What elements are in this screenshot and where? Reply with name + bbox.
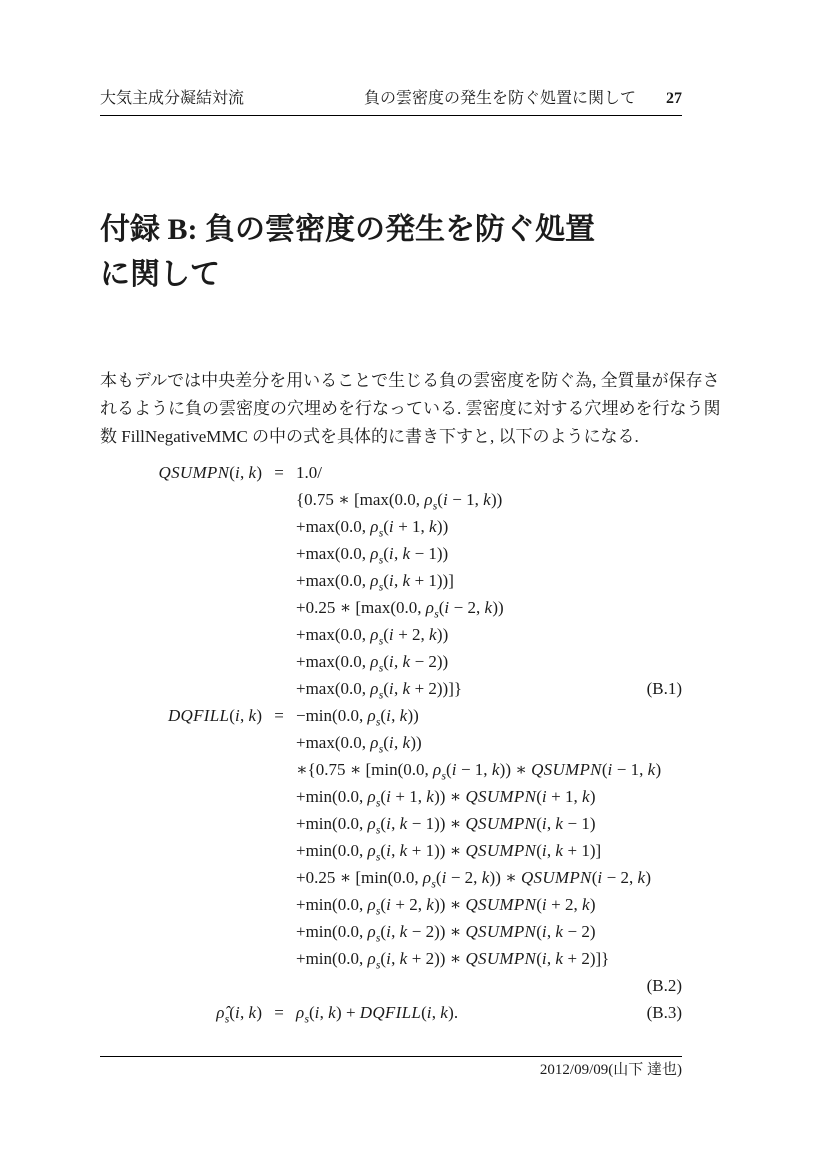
equation-relation: [262, 756, 296, 783]
equation-row: [100, 567, 682, 594]
equation-relation: =: [274, 1003, 284, 1022]
equation-row: [100, 594, 682, 621]
equation-relation: [262, 621, 296, 648]
header-right-group: [364, 85, 682, 108]
equation-lhs: [100, 945, 262, 972]
equation-rhs: +max(0.0, $\rho_s(i$, k − 2)): [296, 652, 449, 675]
equation-rhs: +max(0.0, $\rho_s(i + 2$, k)): [296, 625, 449, 648]
running-header: [100, 85, 682, 116]
equation-relation: =: [274, 463, 284, 482]
equation-relation: [262, 540, 296, 567]
equation-rhs: +max(0.0, $\rho_s(i + 1$, k)): [296, 517, 449, 540]
equation-rhs: 1.0/: [296, 463, 322, 482]
equation-rhs: +min(0.0, $\rho_s(i + 2$, k)) ∗ QSUMPN(i + 2, k): [296, 895, 596, 918]
equation-relation: [262, 891, 296, 918]
equation-rhs: +0.25 ∗ [min(0.0, $\rho_s(i - 2$, k)) ∗ QSUMPN(i − 2, k): [296, 868, 652, 891]
equation-rhs: +min(0.0, $\rho_s(i$, k − 2)) ∗ QSUMPN(i, k − 2): [296, 922, 596, 945]
equation-row: [100, 810, 682, 837]
body-paragraph-line: 本もデルでは中央差分を用いることで生じる負の雲密度を防ぐ為, 全質量が保存さ: [100, 371, 720, 390]
equation-rhs: +min(0.0, $\rho_s(i + 1$, k)) ∗ QSUMPN(i + 1, k): [296, 787, 596, 810]
equation-row: [100, 621, 682, 648]
equation-rhs: $\rho_s(i$, k) + DQFILL(i, k).: [296, 1003, 459, 1026]
equation-row: [100, 756, 682, 783]
equation-block: [100, 459, 682, 1026]
equation-row: [100, 999, 682, 1026]
equation-lhs: [100, 675, 262, 702]
equation-relation: [262, 486, 296, 513]
equation-lhs: [100, 567, 262, 594]
equation-label: (B.2): [646, 976, 682, 995]
equation-relation: [262, 513, 296, 540]
header-section-title: 負の雲密度の発生を防ぐ処置に関して: [363, 90, 636, 107]
equation-rhs: +min(0.0, $\rho_s(i$, k − 1)) ∗ QSUMPN(i, k − 1): [296, 814, 596, 837]
equation-lhs: [100, 540, 262, 567]
equation-row: [100, 729, 682, 756]
equation-rhs: +min(0.0, $\rho_s(i$, k + 1)) ∗ QSUMPN(i, k + 1)]: [296, 841, 602, 864]
equation-lhs: [100, 648, 262, 675]
equation-lhs: [100, 972, 262, 999]
body-paragraph-line: 数 FillNegativeMMC の中の式を具体的に書き下すと, 以下のようになる.: [100, 427, 639, 446]
equation-row: [100, 540, 682, 567]
equation-relation: [262, 729, 296, 756]
equation-row: [100, 783, 682, 810]
equation-rhs: +min(0.0, $\rho_s(i$, k + 2)) ∗ QSUMPN(i, k + 2)]}: [296, 949, 610, 972]
equation-row: [100, 864, 682, 891]
body-paragraph: [100, 367, 721, 451]
footer-rule: [100, 1056, 682, 1057]
equation-lhs: [100, 837, 262, 864]
equation-row: [100, 891, 682, 918]
equation-label: (B.1): [646, 679, 682, 698]
equation-lhs: $\rhô_s(i$, k): [216, 1003, 262, 1026]
equation-row: [100, 648, 682, 675]
equation-lhs: [100, 621, 262, 648]
body-paragraph-line: れるように負の雲密度の穴埋めを行なっている. 雲密度に対する穴埋めを行なう関: [100, 399, 721, 418]
equation-lhs: [100, 513, 262, 540]
appendix-title-line: 付録 B: 負の雲密度の発生を防ぐ処置: [100, 213, 595, 246]
equation-lhs: [100, 756, 262, 783]
equation-relation: [262, 675, 296, 702]
equation-label: (B.3): [646, 1003, 682, 1022]
equation-row: [100, 837, 682, 864]
equation-rhs: +max(0.0, $\rho_s(i$, k)): [296, 733, 422, 756]
equation-lhs: [100, 729, 262, 756]
equation-rhs: +max(0.0, $\rho_s(i$, k + 2))]}: [296, 679, 463, 702]
equation-lhs: QSUMPN(i, k): [158, 463, 262, 482]
equation-relation: [262, 594, 296, 621]
equation-relation: [262, 567, 296, 594]
header-left-title: 大気主成分凝結対流: [100, 90, 245, 107]
equation-lhs: [100, 594, 262, 621]
equation-lhs: [100, 810, 262, 837]
equation-relation: [262, 810, 296, 837]
equation-rhs: +max(0.0, $\rho_s(i$, k + 1))]: [296, 571, 454, 594]
equation-lhs: [100, 864, 262, 891]
equation-rhs: ∗{0.75 ∗ [min(0.0, $\rho_s(i - 1$, k)) ∗ QSUMPN(i − 1, k): [296, 760, 662, 783]
equation-lhs: [100, 783, 262, 810]
equation-row: [100, 945, 682, 972]
appendix-title-line: に関して: [100, 258, 220, 291]
equation-row: [100, 918, 682, 945]
equation-relation: [262, 837, 296, 864]
equation-row: [100, 702, 682, 729]
equation-relation: [262, 864, 296, 891]
equation-lhs: [100, 486, 262, 513]
equation-relation: [262, 972, 296, 999]
equation-relation: [262, 648, 296, 675]
equation-row: [100, 513, 682, 540]
equation-rhs: {0.75 ∗ [max(0.0, $\rho_s(i - 1$, k)): [296, 490, 503, 513]
equation-row: [100, 486, 682, 513]
equation-lhs: DQFILL(i, k): [167, 706, 262, 725]
equation-row: [100, 675, 682, 702]
equation-rhs: +max(0.0, $\rho_s(i$, k − 1)): [296, 544, 449, 567]
appendix-title: [100, 207, 710, 297]
page-number: 27: [666, 90, 682, 107]
equation-lhs: [100, 918, 262, 945]
equation-rhs: −min(0.0, $\rho_s(i$, k)): [296, 706, 419, 729]
equation-relation: [262, 918, 296, 945]
equation-row: [100, 972, 682, 999]
equation-relation: [262, 945, 296, 972]
equation-lhs: [100, 891, 262, 918]
footer-date-author: 2012/09/09(山下 達也): [539, 1062, 682, 1078]
equation-relation: =: [274, 706, 284, 725]
equation-row: [100, 459, 682, 486]
equation-rhs: +0.25 ∗ [max(0.0, $\rho_s(i - 2$, k)): [296, 598, 504, 621]
equation-relation: [262, 783, 296, 810]
